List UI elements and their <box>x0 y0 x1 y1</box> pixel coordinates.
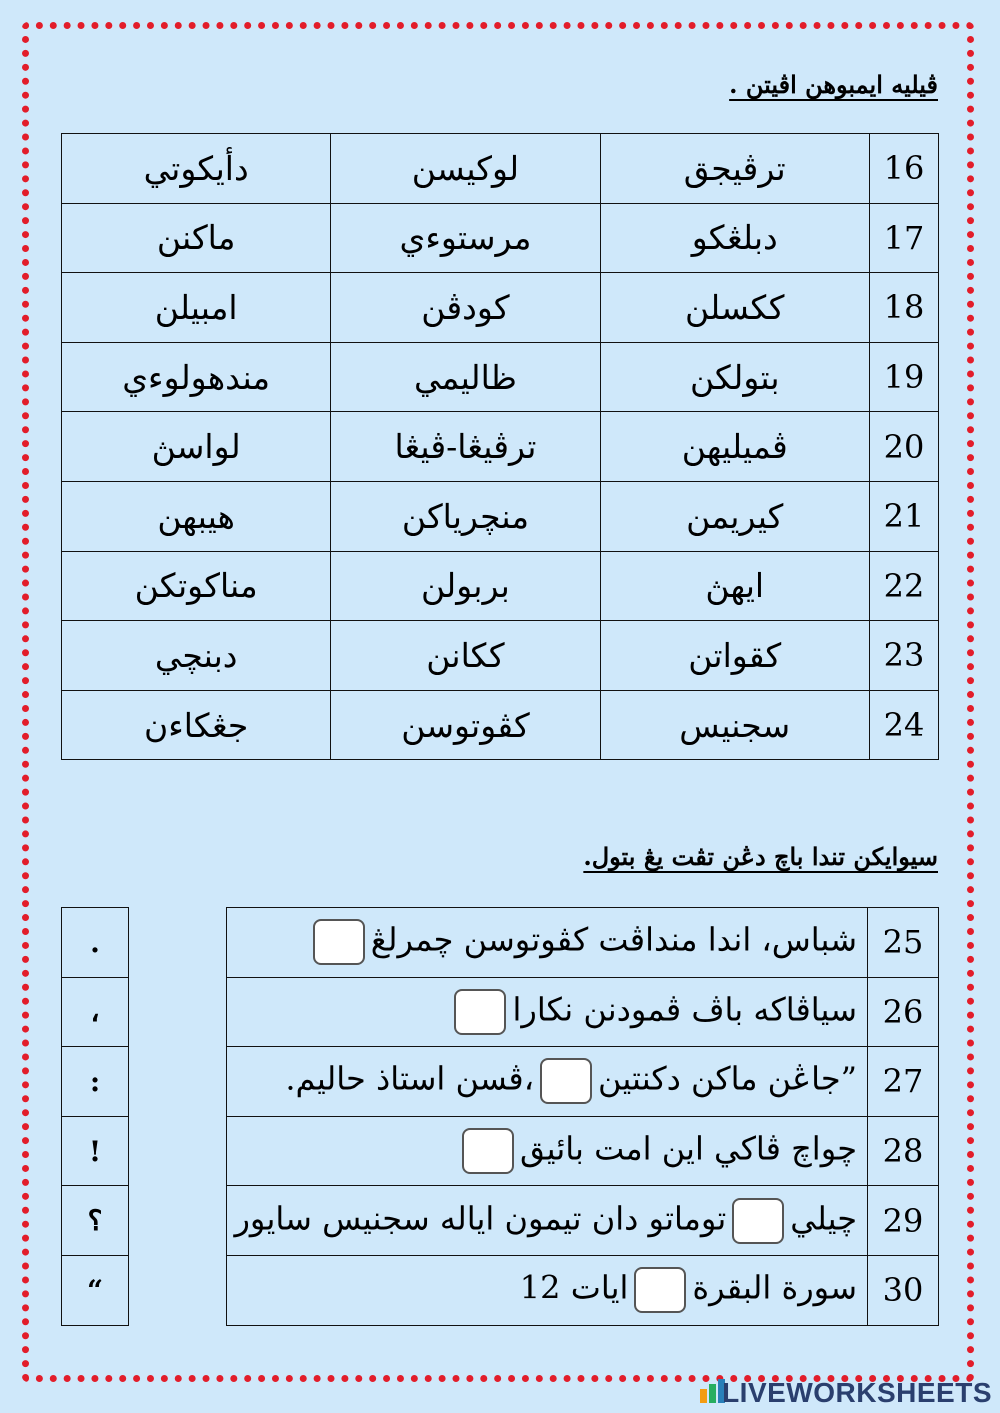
punctuation-row <box>62 908 129 978</box>
row-number: 23 <box>869 621 938 691</box>
sentence-cell <box>227 1116 868 1186</box>
sentence-text-after: ،ڤسن استاذ حاليم. <box>285 1059 535 1098</box>
sentence-row <box>227 908 939 978</box>
answer-drop-box[interactable] <box>634 1267 686 1313</box>
punctuation-option[interactable]: . <box>62 908 129 978</box>
vocab-word-2[interactable]: ظاليمي <box>331 342 600 412</box>
vocab-row <box>62 134 939 204</box>
row-number: 22 <box>869 551 938 621</box>
vocab-word-2[interactable]: كودڤن <box>331 273 600 343</box>
row-number: 17 <box>869 203 938 273</box>
sentence-text-after: ايات 12 <box>519 1268 629 1307</box>
sentence-row <box>227 1186 939 1256</box>
row-number: 16 <box>869 134 938 204</box>
punctuation-row <box>62 1047 129 1117</box>
vocab-word-3[interactable]: لواسڽ <box>62 412 331 482</box>
row-number: 28 <box>868 1116 939 1186</box>
vocab-word-2[interactable]: منچرياكن <box>331 481 600 551</box>
sentence-cell <box>227 908 868 978</box>
vocab-word-3[interactable]: مندهولوءي <box>62 342 331 412</box>
row-number: 26 <box>868 977 939 1047</box>
section-heading-1: ڤيليه ايمبوهن اڤيتن . <box>729 70 938 99</box>
vocab-word-2[interactable]: مرستوءي <box>331 203 600 273</box>
punctuation-option[interactable]: ؟ <box>62 1186 129 1256</box>
sentence-row <box>227 1116 939 1186</box>
vocab-word-3[interactable]: جڠكاءن <box>62 690 331 760</box>
vocab-word-2[interactable]: بربولن <box>331 551 600 621</box>
vocab-word-1[interactable]: سجنيس <box>600 690 869 760</box>
sentence-row <box>227 977 939 1047</box>
vocab-row <box>62 342 939 412</box>
vocab-row <box>62 551 939 621</box>
vocab-word-1[interactable]: بتولكن <box>600 342 869 412</box>
row-number: 27 <box>868 1047 939 1117</box>
sentence-text-before: شباس، اندا منداڤت كڤوتوسن چمرلڠ <box>370 920 857 959</box>
vocab-word-1[interactable]: كقواتن <box>600 621 869 691</box>
sentence-cell <box>227 1047 868 1117</box>
punctuation-option[interactable]: ! <box>62 1116 129 1186</box>
punctuation-option[interactable]: : <box>62 1047 129 1117</box>
answer-drop-box[interactable] <box>454 989 506 1035</box>
sentence-text-after: توماتو دان تيمون اياله سجنيس سايور <box>234 1199 727 1238</box>
vocab-word-3[interactable]: امبيلن <box>62 273 331 343</box>
vocab-word-2[interactable]: لوكيسن <box>331 134 600 204</box>
vocab-word-1[interactable]: ككسلن <box>600 273 869 343</box>
answer-drop-box[interactable] <box>313 919 365 965</box>
vocab-word-1[interactable]: دبلڠكو <box>600 203 869 273</box>
vocab-word-3[interactable]: دبنچي <box>62 621 331 691</box>
vocab-row <box>62 273 939 343</box>
answer-drop-box[interactable] <box>540 1058 592 1104</box>
section-heading-2: سيوايكن تندا باچ دڠن تڤت يڠ بتول. <box>583 842 938 871</box>
vocab-row <box>62 481 939 551</box>
vocab-word-3[interactable]: دأيكوتي <box>62 134 331 204</box>
vocab-word-3[interactable]: ماكنن <box>62 203 331 273</box>
sentence-row <box>227 1047 939 1117</box>
punctuation-row <box>62 1186 129 1256</box>
sentence-text-before: چيلي <box>790 1199 857 1238</box>
row-number: 20 <box>869 412 938 482</box>
vocab-row <box>62 690 939 760</box>
vocab-word-2[interactable]: ككانن <box>331 621 600 691</box>
sentence-cell <box>227 1186 868 1256</box>
vocab-word-2[interactable]: كڤوتوسن <box>331 690 600 760</box>
sentence-text-before: چواچ ڤاكي اين امت بائيق <box>519 1129 857 1168</box>
row-number: 30 <box>868 1255 939 1325</box>
vocab-word-3[interactable]: هيبهن <box>62 481 331 551</box>
sentence-text-before: ”جاڠن ماكن دكنتين <box>598 1059 857 1098</box>
vocab-word-1[interactable]: ڤميليهن <box>600 412 869 482</box>
vocabulary-table <box>61 133 939 760</box>
row-number: 21 <box>869 481 938 551</box>
row-number: 19 <box>869 342 938 412</box>
sentence-text-before: سياڤاكه باڤ ڤمودنن نكارا <box>512 990 857 1029</box>
row-number: 29 <box>868 1186 939 1256</box>
vocab-word-1[interactable]: كيريمن <box>600 481 869 551</box>
sentence-cell <box>227 977 868 1047</box>
punctuation-row <box>62 1116 129 1186</box>
vocab-word-3[interactable]: مناكوتكن <box>62 551 331 621</box>
vocab-word-1[interactable]: ايهڽ <box>600 551 869 621</box>
vocab-word-2[interactable]: ترڤيڠا-ڤيڠا <box>331 412 600 482</box>
punctuation-table <box>61 907 129 1326</box>
answer-drop-box[interactable] <box>732 1198 784 1244</box>
sentence-cell <box>227 1255 868 1325</box>
sentence-table <box>226 907 939 1326</box>
vocab-row <box>62 203 939 273</box>
punctuation-option[interactable]: ، <box>62 977 129 1047</box>
punctuation-row <box>62 1255 129 1325</box>
sentence-row <box>227 1255 939 1325</box>
sentence-text-before: سورة البقرة <box>692 1268 857 1307</box>
row-number: 18 <box>869 273 938 343</box>
punctuation-option[interactable]: “ <box>62 1255 129 1325</box>
punctuation-row <box>62 977 129 1047</box>
row-number: 25 <box>868 908 939 978</box>
vocab-row <box>62 621 939 691</box>
vocab-row <box>62 412 939 482</box>
vocab-word-1[interactable]: ترڤيجق <box>600 134 869 204</box>
liveworksheets-logo: LIVEWORKSHEETS <box>722 1377 992 1408</box>
answer-drop-box[interactable] <box>462 1128 514 1174</box>
row-number: 24 <box>869 690 938 760</box>
